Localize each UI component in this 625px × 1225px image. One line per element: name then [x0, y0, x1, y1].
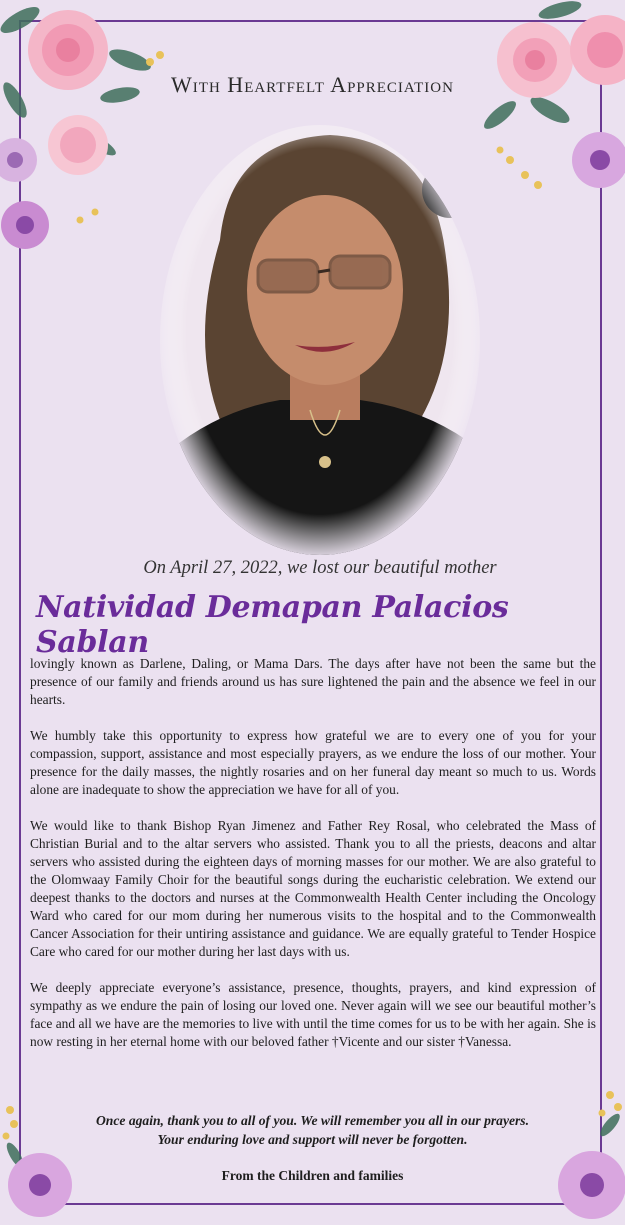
- flower-decoration-top-right: [480, 0, 625, 210]
- appreciation-message: [30, 655, 596, 1069]
- paragraph: lovingly known as Darlene, Daling, or Mama Dars. The days after have not been the same but the presence of our family and friends around us has sure lightened the pain and the absence we feel in our hearts.: [30, 656, 596, 707]
- closing-line: Your enduring love and support will never be forgotten.: [157, 1131, 468, 1147]
- flower-decoration-top-left: [0, 0, 170, 270]
- signature-line: From the Children and families: [221, 1168, 404, 1183]
- closing-line: Once again, thank you to all of you. We will remember you all in our prayers.: [95, 1113, 529, 1128]
- paragraph: We deeply appreciate everyone’s assistance, presence, thoughts, prayers, and kind expression of sympathy as we endure the pain of losing our loved one. Never again will we see our beautiful mother’s face and all we have are the memories to live with until the time comes for us to be with her again. She is now resting in her eternal home with our beloved father †Vicente and our sister †Vanessa.: [30, 980, 596, 1049]
- page-heading: With Heartfelt Appreciation: [171, 72, 454, 97]
- dateline: On April 27, 2022, we lost our beautiful mother: [143, 558, 497, 578]
- closing-message: [0, 1112, 625, 1149]
- portrait-photo: [160, 120, 480, 560]
- deceased-name: Natividad Demapan Palacios Sablan: [36, 590, 509, 660]
- flower-decoration-bottom-right: [540, 1085, 625, 1225]
- paragraph: We humbly take this opportunity to express how grateful we are to every one of you for your compassion, support, assistance and most especially prayers, as we endure the loss of our mother. Your presence for the daily masses, the nightly rosaries and on her funeral day meant so much to us. Words alone are inadequate to show the appreciation we have for all of you.: [30, 728, 596, 797]
- paragraph: We would like to thank Bishop Ryan Jimenez and Father Rey Rosal, who celebrated the Mass of Christian Burial and to the altar servers who assisted. Thank you to all the priests, deacons and altar servers who assisted during the eighteen days of morning masses for our mother. We are also grateful to the Olomwaay Family Choir for the beautiful songs during the eucharistic celebration. We extend our deepest thanks to the doctors and nurses at the Commonwealth Health Center including the Oncology Ward who cared for our mom during her numerous visits to the hospital and to the Commonwealth Cancer Association for their untiring assistance and guidance. We are equally grateful to Tender Hospice Care who cared for our mother during her last days with us.: [30, 818, 596, 959]
